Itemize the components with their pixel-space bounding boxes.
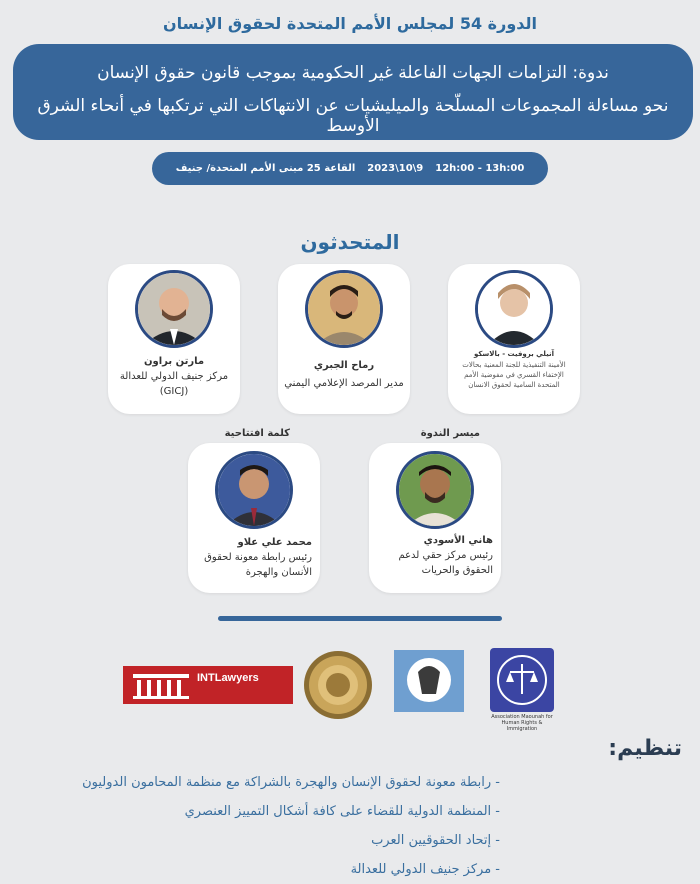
event-title-banner (13, 44, 693, 140)
organizer-item-3: - إتحاد الحقوقيين العرب (371, 833, 500, 848)
intlawyers-logo (123, 666, 293, 704)
organizer-item-4: - مركز جنيف الدولي للعدالة (350, 862, 500, 877)
organizer-item-1-text: رابطة معونة لحقوق الإنسان والهجرة بالشراكة مع منظمة المحامون الدوليون (82, 775, 492, 790)
organizers-list (20, 768, 500, 884)
speaker-name-2: رماح الجبري (313, 360, 375, 371)
intlawyers-logo-text: INTLawyers (197, 672, 259, 684)
speaker-card-3 (108, 264, 240, 414)
moderator-photo (396, 451, 474, 529)
organizers-heading: تنظيم: (608, 736, 682, 761)
event-info-bar (152, 152, 548, 185)
amdh-logo (490, 648, 554, 712)
amdh-logo-caption: Association Maounah for Human Rights & Immigration (491, 714, 553, 732)
opening-name: محمد علي علاو (237, 537, 312, 548)
divider (218, 616, 502, 621)
event-date: 2023\10\9 (367, 163, 424, 174)
speaker-role-1: الأمينة التنفيذية للجنة المعنية بحالات الإختفاء القسري في مفوضية الأمم المتحدة السامية لحقوق الانسان (462, 361, 566, 389)
speaker-photo-3 (135, 270, 213, 348)
speaker-role-3: مركز جنيف الدولي للعدالة (119, 371, 229, 382)
event-title-line-2: نحو مساءلة المجموعات المسلّحة والميليشيات عن الانتهاكات التي ترتكبها في أنحاء الشرق الأوسط (37, 96, 669, 136)
moderator-role: رئيس مركز حقي لدعم الحقوق والحريات (398, 550, 493, 576)
speaker-role-2: مدير المرصد الإعلامي اليمني (284, 378, 404, 389)
speaker-photo-1 (475, 270, 553, 348)
opening-role: رئيس رابطة معونة لحقوق الأنسان والهجرة (204, 552, 312, 578)
moderator-label: ميسر الندوة (420, 428, 480, 439)
speaker-photo-2 (305, 270, 383, 348)
organizer-item-2-text: المنظمة الدولية للقضاء على كافة أشكال التمييز العنصري (184, 804, 492, 819)
speaker-card-2 (278, 264, 410, 414)
moderator-card (369, 443, 501, 593)
organizer-item-2: - المنظمة الدولية للقضاء على كافة أشكال التمييز العنصري (184, 804, 500, 819)
speaker-role-3-abbr: (GICJ) (159, 386, 189, 397)
speakers-heading: المتحدثون (300, 230, 400, 254)
organizer-item-3-text: إتحاد الحقوقيين العرب (371, 833, 492, 848)
session-title: الدورة 54 لمجلس الأمم المتحدة لحقوق الإنسان (163, 14, 537, 33)
opening-card (188, 443, 320, 593)
event-title-line-1: ندوة: التزامات الجهات الفاعلة غير الحكومية بموجب قانون حقوق الإنسان (97, 63, 609, 83)
speaker-name-3: مارتن براون (143, 356, 205, 367)
eaford-seal-logo (303, 650, 373, 720)
event-place: القاعة 25 مبنى الأمم المتحدة/ جنيف (175, 163, 356, 174)
opening-photo (215, 451, 293, 529)
event-time: 12h:00 - 13h:00 (435, 163, 525, 174)
moderator-name: هاني الأسودي (423, 535, 493, 546)
speaker-name-1: آنيلي بروفيت - بالاسكو (473, 350, 555, 358)
opening-label: كلمة افتتاحية (224, 428, 290, 439)
arab-jurists-logo (394, 650, 464, 712)
organizer-item-1: - رابطة معونة لحقوق الإنسان والهجرة بالشراكة مع منظمة المحامون الدوليون (82, 775, 500, 790)
speaker-card-1 (448, 264, 580, 414)
organizer-item-4-text: مركز جنيف الدولي للعدالة (350, 862, 492, 877)
